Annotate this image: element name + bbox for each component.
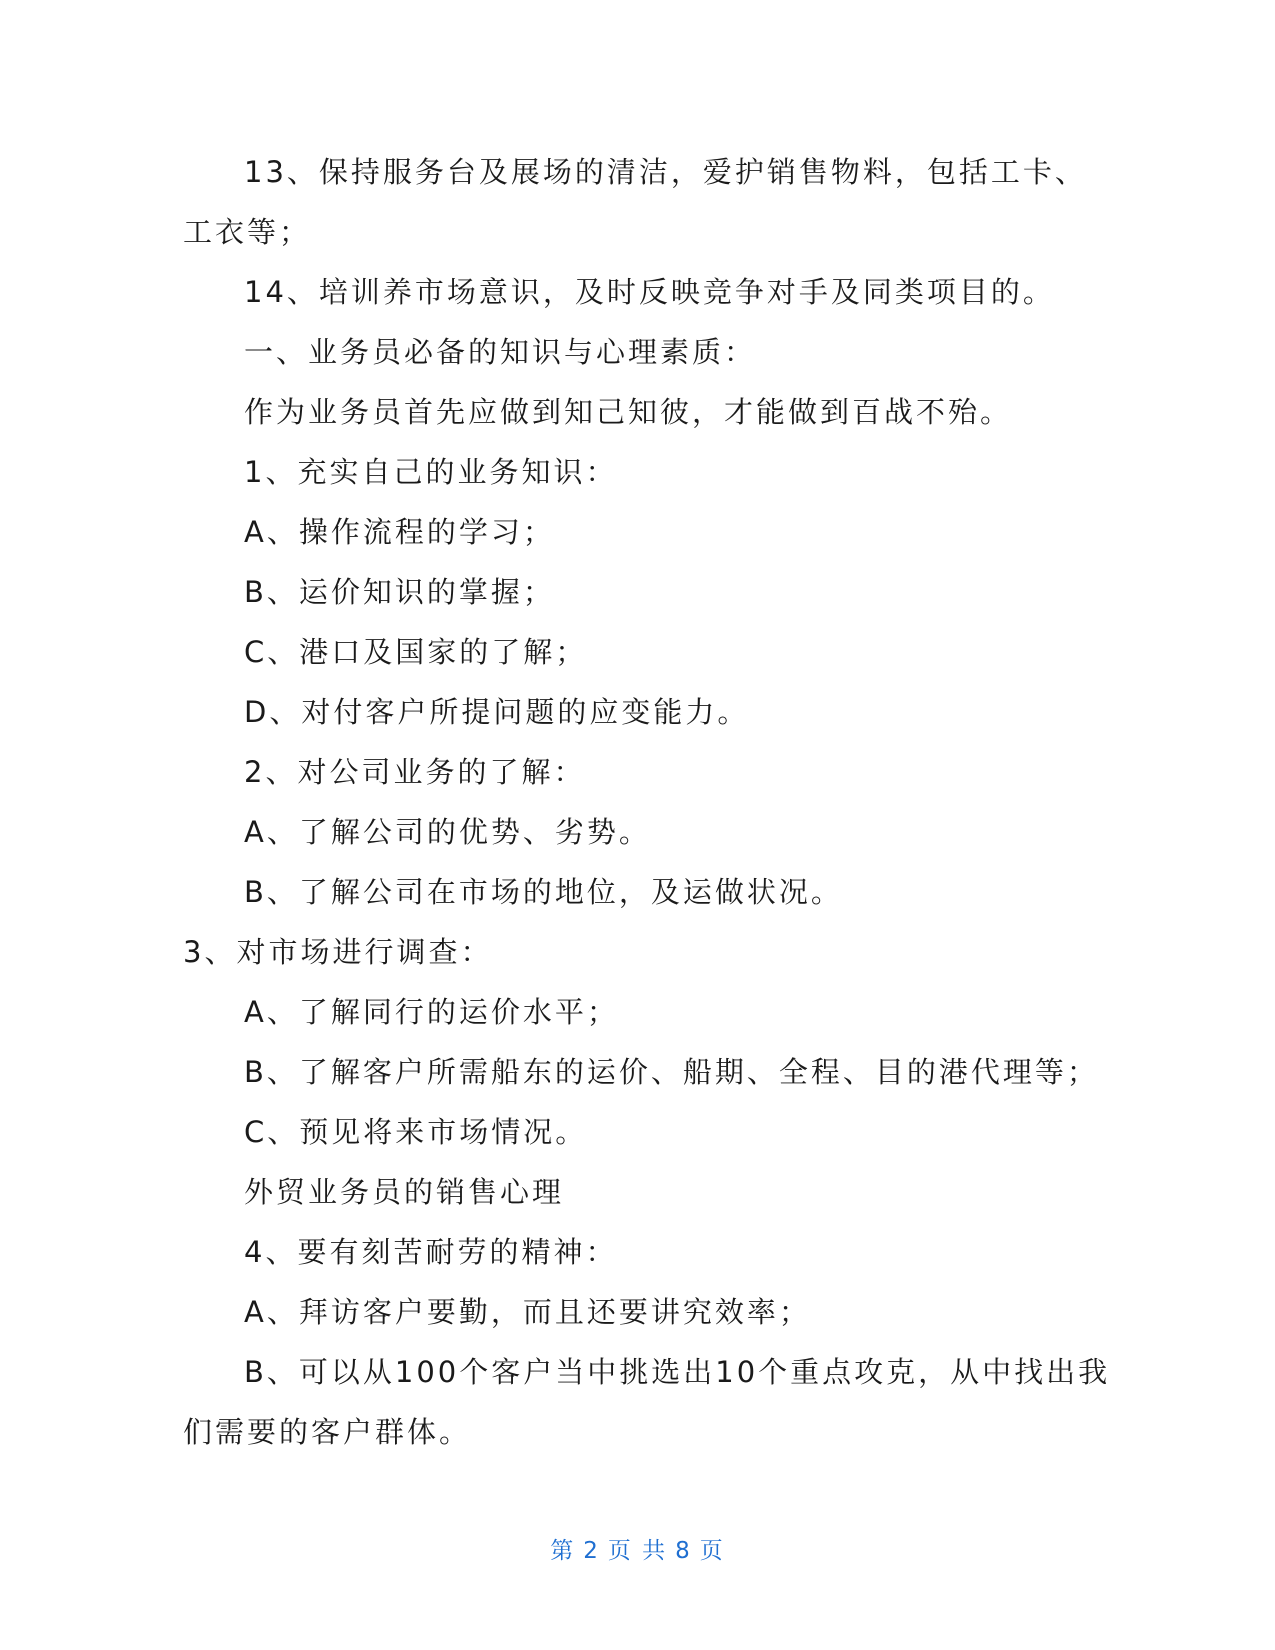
text-line: A、了解同行的运价水平；	[244, 995, 619, 1029]
text-line: A、操作流程的学习；	[244, 515, 555, 549]
text-line: 1、充实自己的业务知识：	[244, 455, 618, 489]
text-line: 4、要有刻苦耐劳的精神：	[244, 1235, 618, 1269]
text-line: 工衣等；	[183, 215, 312, 249]
text-line: 14、培训养市场意识，及时反映竞争对手及同类项目的。	[244, 275, 1055, 309]
footer-current-page: 2	[583, 1538, 600, 1564]
text-line: C、预见将来市场情况。	[244, 1115, 588, 1149]
text-line: B、可以从100个客户当中挑选出10个重点攻克，从中找出我	[244, 1355, 1111, 1389]
footer-middle: 页 共	[607, 1538, 668, 1564]
page-footer	[0, 1532, 1275, 1565]
text-line: 们需要的客户群体。	[183, 1415, 472, 1449]
text-line: C、港口及国家的了解；	[244, 635, 588, 669]
document-body	[183, 142, 1111, 1462]
text-line: 3、对市场进行调查：	[183, 935, 493, 969]
text-line: A、拜访客户要勤，而且还要讲究效率；	[244, 1295, 811, 1329]
text-line: 一、业务员必备的知识与心理素质：	[244, 335, 757, 369]
text-line: 作为业务员首先应做到知己知彼，才能做到百战不殆。	[244, 395, 1013, 429]
footer-prefix: 第	[550, 1538, 576, 1564]
text-line: 外贸业务员的销售心理	[244, 1175, 565, 1209]
text-line: D、对付客户所提问题的应变能力。	[244, 695, 750, 729]
text-line: A、了解公司的优势、劣势。	[244, 815, 651, 849]
text-line: B、了解公司在市场的地位，及运做状况。	[244, 875, 843, 909]
text-line: 13、保持服务台及展场的清洁，爱护销售物料，包括工卡、	[244, 155, 1087, 189]
footer-suffix: 页	[699, 1538, 725, 1564]
footer-total-pages: 8	[675, 1538, 692, 1564]
text-line: B、了解客户所需船东的运价、船期、全程、目的港代理等；	[244, 1055, 1099, 1089]
text-line: B、运价知识的掌握；	[244, 575, 555, 609]
text-line: 2、对公司业务的了解：	[244, 755, 586, 789]
